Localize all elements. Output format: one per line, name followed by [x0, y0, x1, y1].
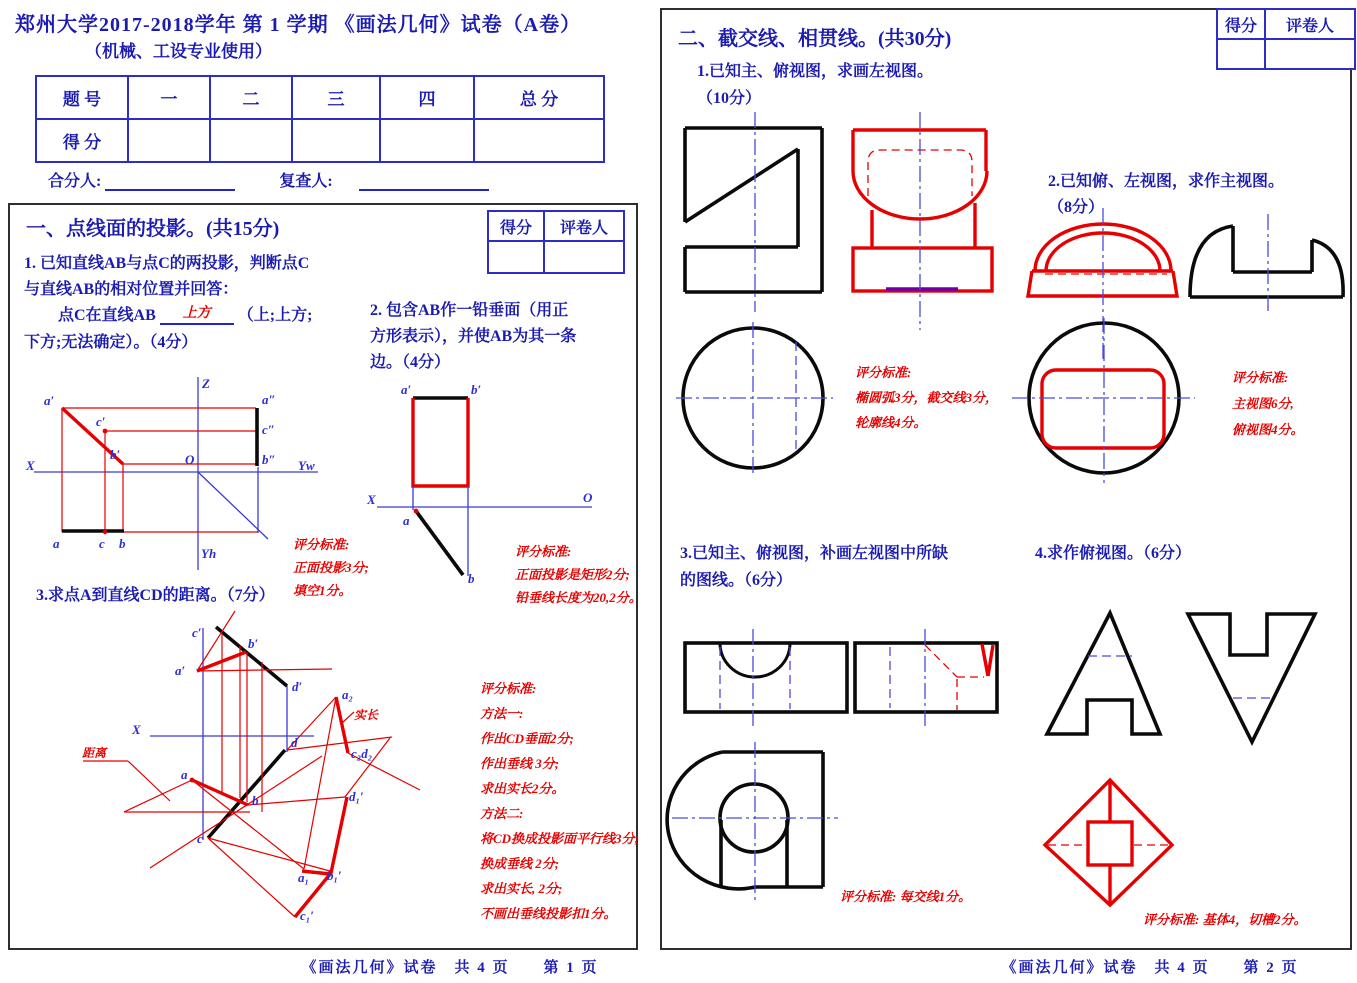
score-row-label: 得 分 — [36, 119, 128, 162]
score-cell — [474, 119, 604, 162]
fig2-label: b′ — [471, 382, 482, 397]
score-cell — [210, 119, 292, 162]
page2-grade-box — [1216, 8, 1356, 70]
grade-grader-label: 评卷人 — [544, 211, 624, 241]
grade-grader-cell — [1265, 39, 1355, 69]
fig1-label: c — [99, 536, 105, 551]
q1-line3-post: （上;上方; — [237, 307, 313, 324]
page-subtitle: （机械、工设专业使用） — [85, 42, 272, 61]
page2-box — [660, 8, 1352, 950]
page-title: 郑州大学2017-2018学年 第 1 学期 《画法几何》试卷（A卷） — [15, 14, 582, 36]
fig1-label: Yh — [201, 546, 217, 561]
score-cell — [380, 119, 474, 162]
p2-q1-line2: （10分） — [697, 90, 762, 107]
fig1-label: a — [53, 536, 60, 551]
fig3-label: X — [132, 722, 141, 737]
fig3-label: a₁ — [298, 870, 310, 885]
score-table-header: 四 — [380, 76, 474, 119]
fig1-label: a′ — [44, 393, 55, 408]
p2-q4-scoring-note: 评分标准: 基体4，切槽2分。 — [1143, 912, 1307, 927]
fig1-label: Z — [202, 376, 210, 391]
fig3-label: a′ — [175, 663, 186, 678]
score-cell — [128, 119, 210, 162]
reviewer-blank — [359, 172, 489, 191]
fig3-label: b — [252, 793, 259, 808]
q2-line3: 边。（4分） — [370, 354, 451, 371]
q1-line4: 下方;无法确定）。（4分） — [24, 334, 198, 351]
fig1-label: Yw — [298, 458, 315, 473]
q1-line2: 与直线AB的相对位置并回答： — [24, 281, 239, 298]
fig2-label: a — [403, 513, 410, 528]
fig3-scoring-note: 评分标准: 方法一: 作出CD垂面2分; 作出垂线 3分; 求出实长2分。 方法二: 将CD换成投影面平行线3分; 换成垂线 2分; 求出实长, 2分; 不画出垂线投影扣1分。 — [480, 681, 639, 921]
page1-footer: 《画法几何》试卷 共 4 页 第 1 页 — [301, 960, 599, 976]
score-table-header: 一 — [128, 76, 210, 119]
fig1-scoring-note: 评分标准: 正面投影3分; 填空1分。 — [293, 537, 369, 598]
p2-q2-line1: 2.已知俯、左视图，求作主视图。 — [1048, 173, 1285, 190]
grade-grader-cell — [544, 241, 624, 273]
fig1-label: b″ — [262, 452, 276, 467]
fig3-label: b′ — [248, 636, 259, 651]
fig2-label: a′ — [401, 382, 412, 397]
fig2-scoring-note: 评分标准: 正面投影是矩形2分; 铅垂线长度为20,2分。 — [515, 544, 642, 605]
q1-line1: 1. 已知直线AB与点C的两投影，判断点C — [24, 255, 310, 272]
fig3-label: d₁′ — [349, 789, 364, 804]
q2-line2: 方形表示），并使AB为其一条 — [370, 328, 577, 345]
grade-grader-label: 评卷人 — [1265, 9, 1355, 39]
p2-q1-line1: 1.已知主、俯视图，求画左视图。 — [697, 63, 934, 80]
q2-line1: 2. 包含AB作一铅垂面（用正 — [370, 302, 569, 319]
q1-line3 — [58, 302, 312, 325]
score-table-header: 题 号 — [36, 76, 128, 119]
fig1-label: c″ — [262, 422, 275, 437]
fig3-label: c′ — [192, 625, 202, 640]
fig3-label: b₁′ — [327, 868, 342, 883]
p2-q1-scoring-note: 评分标准: 椭圆弧3分，截交线3分， 轮廓线4分。 — [855, 365, 999, 430]
grade-score-cell — [1217, 39, 1265, 69]
p2-q4-text: 4.求作俯视图。（6分） — [1035, 545, 1192, 562]
p2-q3-line2: 的图线。（6分） — [680, 572, 793, 589]
fig3-label: a₂ — [342, 687, 354, 702]
fig3-label: c₂d₂ — [351, 746, 373, 761]
fig3-label-juli: 距离 — [82, 746, 107, 760]
page2-footer: 《画法几何》试卷 共 4 页 第 2 页 — [1001, 960, 1299, 976]
score-table-header: 总 分 — [474, 76, 604, 119]
score-table-header: 二 — [210, 76, 292, 119]
section1-title: 一、点线面的投影。(共15分) — [26, 218, 280, 240]
fig1-label: a″ — [262, 392, 276, 407]
signers-line — [48, 168, 489, 191]
grade-score-cell — [488, 241, 544, 273]
fig1-label: O — [185, 452, 195, 467]
fig1-label: X — [26, 458, 35, 473]
fig1-label: b′ — [110, 447, 121, 462]
fig1-label: b — [119, 536, 126, 551]
fig3-label: c₁′ — [300, 908, 314, 923]
fig3-label: a — [181, 767, 188, 782]
fig3-label: d — [291, 735, 298, 750]
reviewer-label: 复查人: — [279, 173, 333, 190]
score-table-header: 三 — [292, 76, 380, 119]
q3-text: 3.求点A到直线CD的距离。（7分） — [36, 587, 275, 604]
fig3-label-shichang: 实长 — [354, 708, 379, 722]
combiner-blank — [105, 172, 235, 191]
grade-score-label: 得分 — [488, 211, 544, 241]
grade-score-label: 得分 — [1217, 9, 1265, 39]
q1-line3-pre: 点C在直线AB — [58, 307, 156, 324]
fig2-label: O — [583, 490, 593, 505]
fig1-label: c′ — [96, 414, 106, 429]
fig3-label: c — [197, 831, 203, 846]
fig2-label: b — [468, 571, 475, 586]
score-cell — [292, 119, 380, 162]
p2-q3-line1: 3.已知主、俯视图，补画左视图中所缺 — [680, 545, 949, 562]
section2-title: 二、截交线、相贯线。(共30分) — [678, 28, 952, 50]
section1-grade-box — [487, 210, 625, 274]
p2-q2-scoring-note: 评分标准: 主视图6分, 俯视图4分。 — [1232, 370, 1304, 437]
p2-q2-line2: （8分） — [1048, 199, 1105, 216]
score-summary-table — [35, 75, 605, 163]
p2-q3-scoring-note: 评分标准: 每交线1分。 — [840, 889, 972, 904]
q1-answer-blank: 上方 — [160, 306, 234, 325]
fig2-label: X — [367, 492, 376, 507]
fig3-label: d′ — [292, 679, 303, 694]
combiner-label: 合分人: — [48, 173, 102, 190]
